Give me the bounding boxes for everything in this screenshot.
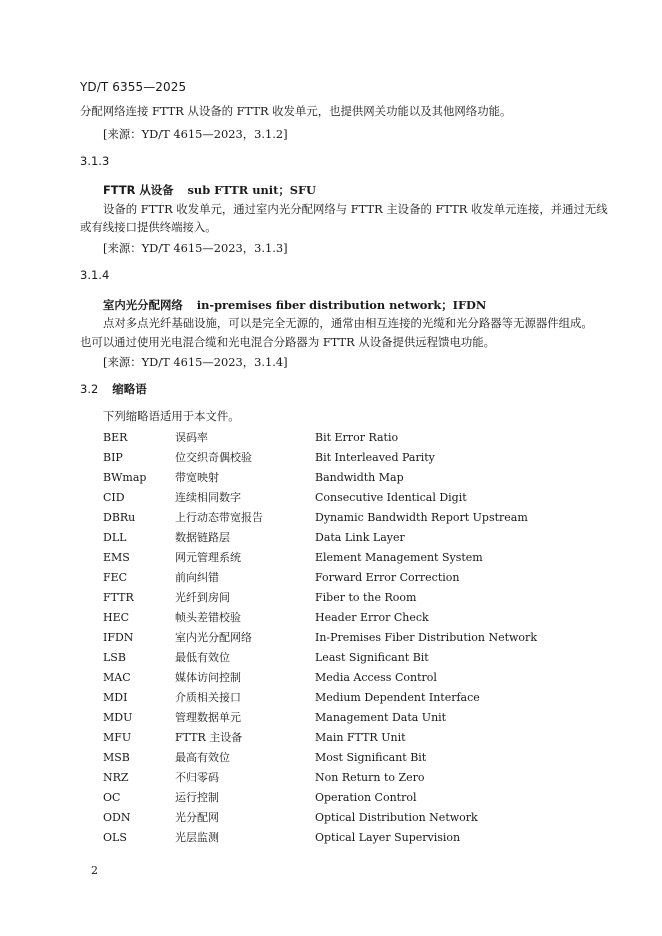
- abbreviation-row: [103, 730, 573, 750]
- abbreviation-row: [103, 550, 573, 570]
- abbreviation-chinese: 前向纠错: [175, 571, 219, 584]
- abbreviation-row: [103, 530, 573, 550]
- abbreviation-row: [103, 790, 573, 810]
- abbreviation-code: CID: [103, 491, 125, 504]
- abbreviation-row: [103, 470, 573, 490]
- abbreviation-english: Header Error Check: [315, 611, 429, 624]
- abbreviation-code: LSB: [103, 651, 126, 664]
- abbreviation-english: Optical Layer Supervision: [315, 831, 461, 844]
- abbreviation-english: Data Link Layer: [315, 531, 405, 544]
- abbreviation-chinese: 光层监测: [175, 831, 219, 844]
- abbreviation-chinese: 运行控制: [175, 791, 219, 804]
- definition-text: 也可以通过使用光电混合缆和光电混合分路器为 FTTR 从设备提供远程馈电功能。: [80, 335, 496, 349]
- abbreviation-english: Fiber to the Room: [315, 591, 417, 604]
- abbreviation-english: Bit Interleaved Parity: [315, 451, 435, 464]
- abbreviation-chinese: 数据链路层: [175, 531, 230, 544]
- abbreviation-chinese: 光分配网: [175, 811, 219, 824]
- abbreviation-row: [103, 630, 573, 650]
- abbreviation-code: HEC: [103, 611, 130, 624]
- abbreviation-list: [103, 430, 573, 850]
- source-citation: [来源：YD/T 4615—2023，3.1.4]: [103, 355, 288, 369]
- abbreviation-chinese: 连续相同数字: [175, 491, 241, 504]
- abbreviation-code: ODN: [103, 811, 131, 824]
- abbreviation-code: FTTR: [103, 591, 134, 604]
- section-number: 3.1.4: [80, 268, 110, 282]
- abbreviation-code: FEC: [103, 571, 128, 584]
- abbreviation-row: [103, 750, 573, 770]
- abbreviation-code: OC: [103, 791, 121, 804]
- abbreviation-chinese: 最高有效位: [175, 751, 230, 764]
- abbreviation-code: BER: [103, 431, 128, 444]
- abbreviation-row: [103, 570, 573, 590]
- source-citation: [来源：YD/T 4615—2023，3.1.2]: [103, 127, 288, 141]
- abbreviation-english: Dynamic Bandwidth Report Upstream: [315, 511, 528, 524]
- abbreviation-code: MAC: [103, 671, 131, 684]
- definition-text: 设备的 FTTR 收发单元，通过室内光分配网络与 FTTR 主设备的 FTTR 收发单元连接，并通过无线: [103, 202, 608, 216]
- definition-text: 或有线接口提供终端接入。: [80, 220, 217, 234]
- abbreviation-code: OLS: [103, 831, 127, 844]
- abbreviation-row: [103, 650, 573, 670]
- abbreviation-english: Optical Distribution Network: [315, 811, 478, 824]
- abbreviation-chinese: 位交织奇偶校验: [175, 451, 252, 464]
- abbreviation-english: Media Access Control: [315, 671, 437, 684]
- abbreviation-chinese: 室内光分配网络: [175, 631, 252, 644]
- abbreviation-english: Forward Error Correction: [315, 571, 460, 584]
- abbreviation-english: Least Significant Bit: [315, 651, 429, 664]
- abbreviation-chinese: 误码率: [175, 431, 208, 444]
- abbreviation-english: Most Significant Bit: [315, 751, 427, 764]
- abbreviation-row: [103, 710, 573, 730]
- intro-text: 下列缩略语适用于本文件。: [103, 409, 240, 423]
- abbreviation-code: NRZ: [103, 771, 129, 784]
- definition-text: 分配网络连接 FTTR 从设备的 FTTR 收发单元，也提供网关功能以及其他网络功能。: [80, 104, 512, 118]
- abbreviation-row: [103, 690, 573, 710]
- abbreviation-chinese: 光纤到房间: [175, 591, 230, 604]
- abbreviation-row: [103, 430, 573, 450]
- term-heading: [103, 182, 316, 198]
- abbreviation-english: Management Data Unit: [315, 711, 447, 724]
- abbreviation-code: BWmap: [103, 471, 147, 484]
- abbreviation-chinese: 管理数据单元: [175, 711, 241, 724]
- abbreviation-english: Element Management System: [315, 551, 483, 564]
- abbreviation-code: MDI: [103, 691, 128, 704]
- abbreviation-row: [103, 590, 573, 610]
- abbreviation-row: [103, 830, 573, 850]
- abbreviation-row: [103, 770, 573, 790]
- abbreviation-row: [103, 490, 573, 510]
- definition-text: 点对多点光纤基础设施，可以是完全无源的，通常由相互连接的光缆和光分路器等无源器件组成。: [103, 316, 593, 330]
- abbreviation-chinese: 网元管理系统: [175, 551, 241, 564]
- abbreviation-english: Consecutive Identical Digit: [315, 491, 467, 504]
- abbreviation-chinese: 最低有效位: [175, 651, 230, 664]
- section-title: 缩略语: [112, 382, 147, 396]
- abbreviation-code: DBRu: [103, 511, 136, 524]
- abbreviation-code: IFDN: [103, 631, 134, 644]
- abbreviation-english: Main FTTR Unit: [315, 731, 406, 744]
- abbreviation-chinese: 带宽映射: [175, 471, 219, 484]
- abbreviation-row: [103, 610, 573, 630]
- term-english: in-premises fiber distribution network；IFDN: [196, 298, 487, 312]
- abbreviation-row: [103, 810, 573, 830]
- abbreviation-row: [103, 450, 573, 470]
- abbreviation-chinese: 上行动态带宽报告: [175, 511, 263, 524]
- term-chinese: 室内光分配网络: [103, 298, 183, 312]
- section-number: 3.2: [80, 382, 99, 396]
- abbreviation-code: MDU: [103, 711, 133, 724]
- abbreviation-english: Medium Dependent Interface: [315, 691, 480, 704]
- page-number: 2: [91, 864, 98, 877]
- abbreviation-english: Operation Control: [315, 791, 417, 804]
- source-citation: [来源：YD/T 4615—2023，3.1.3]: [103, 241, 288, 255]
- abbreviation-chinese: 介质相关接口: [175, 691, 241, 704]
- abbreviation-chinese: 媒体访问控制: [175, 671, 241, 684]
- abbreviation-code: EMS: [103, 551, 130, 564]
- term-chinese: FTTR 从设备: [103, 183, 174, 197]
- abbreviation-code: BIP: [103, 451, 123, 464]
- abbreviation-row: [103, 670, 573, 690]
- section-number: 3.1.3: [80, 154, 110, 168]
- document-code-header: YD/T 6355—2025: [80, 80, 187, 94]
- abbreviation-row: [103, 510, 573, 530]
- abbreviation-chinese: FTTR 主设备: [175, 731, 243, 744]
- abbreviation-english: Bandwidth Map: [315, 471, 404, 484]
- abbreviation-english: Bit Error Ratio: [315, 431, 399, 444]
- abbreviation-code: MFU: [103, 731, 132, 744]
- abbreviation-chinese: 不归零码: [175, 771, 219, 784]
- term-heading: [103, 297, 486, 313]
- section-heading: [80, 381, 147, 397]
- abbreviation-code: DLL: [103, 531, 127, 544]
- abbreviation-english: In-Premises Fiber Distribution Network: [315, 631, 537, 644]
- term-english: sub FTTR unit；SFU: [187, 183, 316, 197]
- abbreviation-english: Non Return to Zero: [315, 771, 425, 784]
- abbreviation-chinese: 帧头差错校验: [175, 611, 241, 624]
- abbreviation-code: MSB: [103, 751, 130, 764]
